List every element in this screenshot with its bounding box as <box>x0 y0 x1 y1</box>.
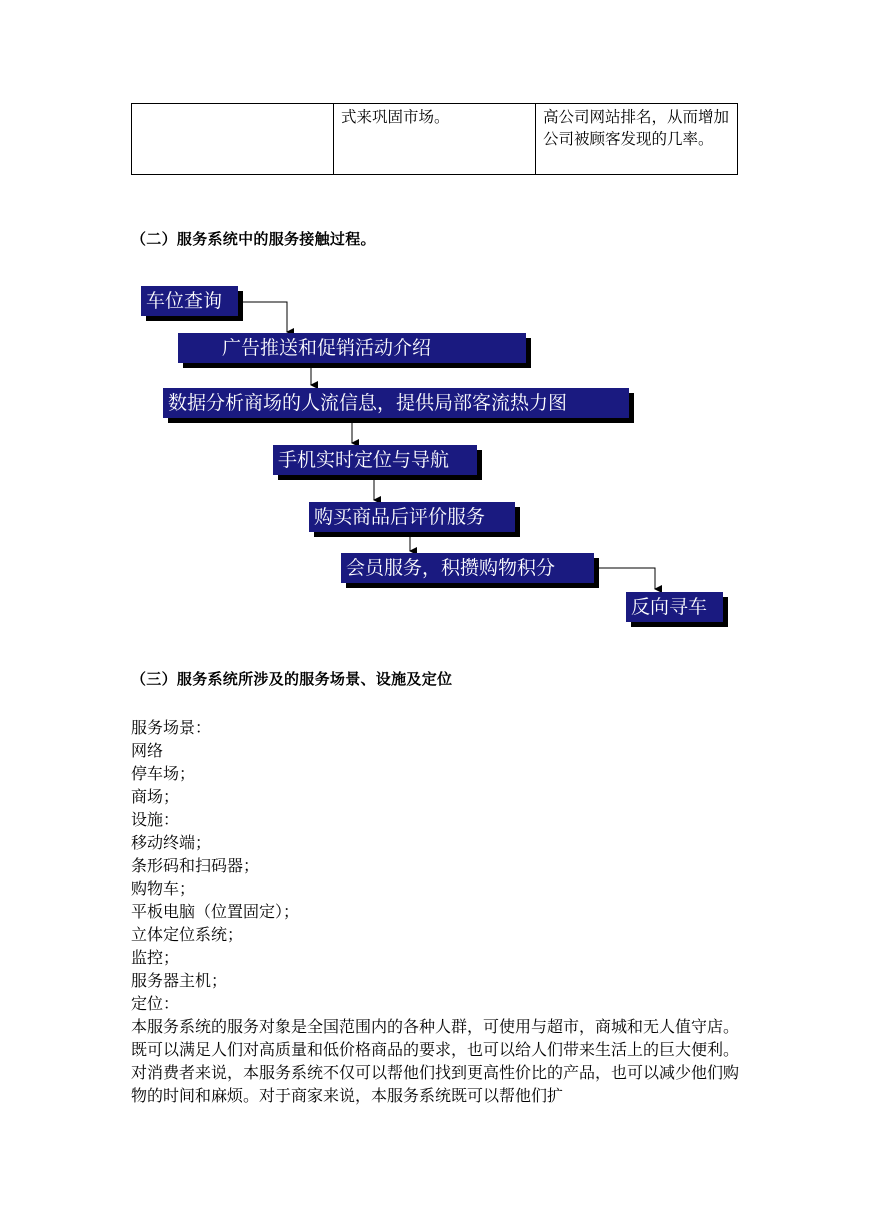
flow-step: 广告推送和促销活动介绍 <box>178 333 526 363</box>
text-line: 网络 <box>131 741 164 760</box>
section-heading: （二）服务系统中的服务接触过程。 <box>131 230 376 248</box>
text-line: 监控； <box>131 948 180 967</box>
flow-step: 购买商品后评价服务 <box>309 502 515 532</box>
flow-step: 会员服务，积攒购物积分 <box>341 553 594 583</box>
flow-step: 车位查询 <box>141 286 238 316</box>
text-line: 商场； <box>131 787 180 806</box>
flow-step: 数据分析商场的人流信息，提供局部客流热力图 <box>163 388 629 418</box>
table-cell: 式来巩固市场。 <box>334 104 536 175</box>
text-line: 平板电脑（位置固定）； <box>131 902 300 921</box>
text-line: 购物车； <box>131 879 196 898</box>
text-line: 条形码和扫码器； <box>131 856 260 875</box>
text-line: 服务器主机； <box>131 971 228 990</box>
text-line: 定位： <box>131 994 180 1013</box>
section-heading: （三）服务系统所涉及的服务场景、设施及定位 <box>131 670 453 688</box>
paragraph: 本服务系统的服务对象是全国范围内的各种人群，可使用与超市，商城和无人值守店。既可以满足人们对高质量和低价格商品的要求，也可以给人们带来生活上的巨大便利。对消费者来说，本服务系统不仅可以帮他们找到更高性价比的产品，也可以减少他们购物的时间和麻烦。对于商家来说，本服务系统既可以帮他们扩 <box>131 1017 740 1105</box>
connector-arrow <box>597 568 655 589</box>
connector-arrow <box>238 302 287 332</box>
table-cell: 高公司网站排名，从而增加公司被顾客发现的几率。 <box>536 104 738 175</box>
text-line: 移动终端； <box>131 833 212 852</box>
text-line: 立体定位系统； <box>131 925 244 944</box>
flow-step: 手机实时定位与导航 <box>273 445 477 475</box>
text-line: 设施： <box>131 810 180 829</box>
text-line: 停车场； <box>131 764 196 783</box>
text-line: 服务场景： <box>131 718 212 737</box>
section-body <box>131 716 739 1107</box>
flow-step: 反向寻车 <box>626 592 723 622</box>
